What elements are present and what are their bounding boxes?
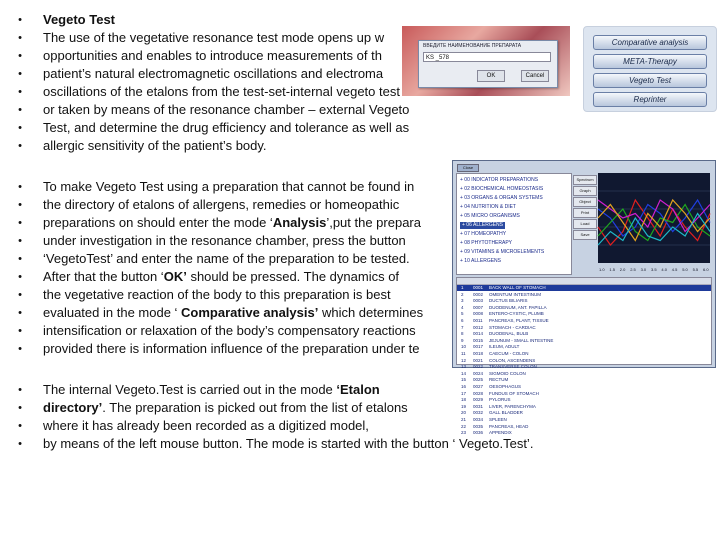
graph-tick-label: 3.0 — [640, 267, 647, 272]
table-cell: 21 — [461, 417, 467, 422]
bullet-icon: • — [18, 32, 22, 44]
table-cell: ILEUM, ADULT — [489, 344, 520, 350]
tree-item[interactable]: + 08 PHYTOTHERAPY — [460, 240, 513, 246]
ok-button[interactable]: OK — [477, 70, 505, 82]
table-cell: 0011 — [473, 318, 483, 323]
table-cell: DUODENAL, BULB — [489, 331, 529, 337]
table-row[interactable] — [457, 397, 711, 403]
table-cell: 6 — [461, 318, 464, 323]
table-cell: 12 — [461, 357, 467, 363]
table-row[interactable] — [457, 391, 711, 397]
table-cell: CAECUM - COLON — [489, 351, 529, 356]
table-cell: 10 — [461, 344, 467, 350]
bullet-text: allergic sensitivity of the patient’s body. — [43, 138, 267, 153]
bullet-text: the directory of etalons of allergens, remedies or homeopathic — [43, 197, 400, 212]
table-cell: 0017 — [473, 344, 484, 350]
side-button[interactable]: Save — [573, 230, 597, 240]
table-cell: 2 — [461, 291, 464, 297]
table-row[interactable] — [457, 351, 711, 357]
table-row[interactable] — [457, 344, 711, 350]
table-cell: 0022 — [473, 364, 484, 370]
graph-tick-label: 2.0 — [619, 267, 626, 272]
table-cell: PYLORUS — [489, 397, 511, 403]
bullet-icon: • — [18, 122, 22, 134]
bullet-icon: • — [18, 438, 22, 450]
table-cell: FUNDUS OF STOMACH — [489, 390, 539, 396]
table-cell: 0021 — [473, 357, 484, 363]
bullet-icon: • — [18, 325, 22, 337]
side-button[interactable]: Load — [573, 219, 597, 229]
table-cell: 13 — [461, 364, 467, 370]
table-header — [457, 278, 711, 285]
table-cell: 0001 — [473, 285, 484, 290]
table-cell: PANCREAS, HEAD — [489, 423, 529, 429]
table-row[interactable] — [457, 292, 711, 298]
tree-item[interactable]: + 05 MICRO ORGANISMS — [460, 213, 520, 219]
table-row[interactable] — [457, 417, 711, 423]
bullet-line — [14, 435, 714, 453]
side-buttons — [573, 173, 595, 273]
table-row[interactable] — [457, 384, 711, 390]
table-cell: 3 — [461, 298, 464, 304]
table-row[interactable] — [457, 364, 711, 370]
comparative-analysis-button[interactable]: Comparative analysis — [593, 35, 707, 50]
bullet-icon: • — [18, 271, 22, 283]
graph-tick-label: 5.0 — [682, 267, 688, 272]
table-cell: 0012 — [473, 324, 484, 330]
bullet-text: provided there is information influence of the preparation under te — [43, 341, 420, 356]
table-cell: PANCREAS, PLANT, TISSUE — [489, 318, 549, 323]
table-cell: APPENDIX — [489, 430, 512, 436]
table-row[interactable] — [457, 305, 711, 311]
bullet-icon: • — [18, 420, 22, 432]
bullet-text: preparations on should enter the mode ‘Analysis’,put the prepara — [43, 215, 421, 230]
table-cell: 15 — [461, 377, 467, 383]
table-row[interactable] — [457, 338, 711, 344]
table-row[interactable] — [457, 318, 711, 324]
graph-tick-label: 5.5 — [692, 267, 699, 272]
bullet-icon: • — [18, 289, 22, 301]
table-cell: 0008 — [473, 311, 484, 317]
table-cell: 0027 — [473, 384, 484, 389]
side-button[interactable]: Spectrum — [573, 175, 597, 185]
table-row[interactable] — [457, 404, 711, 410]
table-cell: 0015 — [473, 337, 484, 343]
table-cell: 0036 — [473, 430, 484, 436]
vegeto-test-button[interactable]: Vegeto Test — [593, 73, 707, 88]
etalon-table — [456, 277, 712, 436]
table-row[interactable] — [457, 358, 711, 364]
table-cell: STOMACH - CARDIAC — [489, 324, 536, 330]
bullet-text: under investigation in the resonance chamber, press the button — [43, 233, 406, 248]
bullet-icon: • — [18, 104, 22, 116]
bullet-icon: • — [18, 307, 22, 319]
table-cell: TRANSVERSE COLON — [489, 364, 537, 370]
table-cell: 11 — [461, 351, 466, 356]
bullet-icon: • — [18, 14, 22, 26]
side-button[interactable]: Graph — [573, 186, 597, 196]
bullet-text: patient’s natural electromagnetic oscillations and electroma — [43, 66, 384, 81]
table-row[interactable] — [457, 325, 711, 331]
table-cell: LIVER, PARENCHYMA — [489, 403, 536, 409]
bullet-text: by means of the left mouse button. The mode is started with the button ‘ Vegeto.Test’. — [43, 436, 534, 451]
table-cell: 0028 — [473, 390, 484, 396]
bullet-text: oscillations of the etalons from the test-set-internal vegeto test — [43, 84, 400, 99]
table-cell: 5 — [461, 311, 464, 317]
table-cell: 8 — [461, 331, 464, 337]
table-cell: 16 — [461, 384, 467, 389]
bullet-text: evaluated in the mode ‘ Comparative analysis’ which determines — [43, 305, 424, 320]
bullet-text: or taken by means of the resonance chamber – external Vegeto — [43, 102, 410, 117]
table-cell: 18 — [461, 397, 467, 403]
side-button[interactable]: Object — [573, 197, 597, 207]
bullet-line — [14, 119, 714, 137]
bullet-icon: • — [18, 50, 22, 62]
software-window — [452, 160, 716, 436]
table-cell: 0002 — [473, 291, 484, 297]
table-cell: 0014 — [473, 331, 484, 337]
table-cell: 0007 — [473, 304, 484, 310]
bullet-text: Vegeto Test — [43, 12, 116, 27]
dialog-caption: ВВЕДИТЕ НАИМЕНОВАНИЕ ПРЕПАРАТА — [423, 43, 522, 49]
etalon-tree — [456, 173, 572, 275]
table-cell: 0031 — [473, 403, 484, 409]
input-dialog — [418, 40, 558, 88]
table-cell: 0032 — [473, 410, 484, 416]
bullet-icon: • — [18, 68, 22, 80]
table-cell: RECTUM — [489, 377, 509, 383]
reprinter-button[interactable]: Reprinter — [593, 92, 707, 107]
table-cell: 1 — [461, 285, 464, 290]
bullet-icon: • — [18, 217, 22, 229]
graph-tick-label: 4.0 — [661, 267, 667, 272]
cancel-button[interactable]: Cancel — [521, 70, 549, 82]
tree-item[interactable]: + 06 ALLERGENS — [462, 222, 503, 228]
resonance-graph — [598, 173, 710, 273]
bullet-text: ‘VegetoTest’ and enter the name of the preparation to be tested. — [43, 251, 410, 266]
table-cell: DUODENUM, ANT. PAPILLA — [489, 304, 547, 310]
table-cell: 0034 — [473, 417, 484, 422]
table-cell: 9 — [461, 337, 464, 343]
graph-tick-label: 1.5 — [609, 267, 615, 272]
tree-item[interactable]: + 04 NUTRITION & DIET — [460, 204, 516, 210]
bullet-line — [14, 137, 714, 155]
side-button[interactable]: Print — [573, 208, 597, 218]
table-cell: 4 — [461, 304, 464, 310]
bullet-text: directory’. The preparation is picked out from the list of etalons — [43, 400, 408, 415]
table-cell: 19 — [461, 403, 467, 409]
table-row[interactable] — [457, 311, 711, 317]
close-button[interactable]: Close — [457, 164, 479, 172]
table-row[interactable] — [457, 285, 711, 291]
table-cell: OESOPHAGUS — [489, 384, 522, 389]
table-cell: 0025 — [473, 377, 484, 383]
graph-tick-label: 4.5 — [671, 267, 678, 272]
graph-tick-label: 1.0 — [599, 267, 605, 272]
bullet-icon: • — [18, 181, 22, 193]
table-row[interactable] — [457, 424, 711, 430]
table-cell: OMENTUM INTESTINUM — [489, 291, 541, 297]
table-cell: 0024 — [473, 370, 484, 376]
table-row[interactable] — [457, 331, 711, 337]
bullet-icon: • — [18, 86, 22, 98]
table-cell: BACK WALL OF STOMACH — [489, 285, 546, 290]
bullet-icon: • — [18, 199, 22, 211]
table-cell: 7 — [461, 324, 464, 330]
bullet-icon: • — [18, 253, 22, 265]
bullet-text: To make Vegeto Test using a preparation that cannot be found in — [43, 179, 415, 194]
meta-therapy-button[interactable]: META-Therapy — [593, 54, 707, 69]
bullet-text: The use of the vegetative resonance test mode opens up w — [43, 30, 385, 45]
bullet-text: intensification or relaxation of the body’s compensatory reactions — [43, 323, 416, 338]
table-cell: 20 — [461, 410, 467, 416]
table-cell: 0003 — [473, 298, 484, 304]
table-row[interactable] — [457, 430, 711, 436]
table-cell: 0018 — [473, 351, 484, 356]
table-row[interactable] — [457, 410, 711, 416]
table-cell: ENTERO-CYSTIC, PLUMB — [489, 311, 544, 317]
table-cell: COLON, ASCENDENS — [489, 357, 536, 363]
graph-tick-label: 6.0 — [703, 267, 709, 272]
bullet-icon: • — [18, 402, 22, 414]
tree-item[interactable]: + 09 VITAMINS & MICROELEMENTS — [460, 249, 545, 255]
table-cell: JEJUNUM - SMALL INTESTINE — [489, 337, 554, 343]
graph-tick-label: 2.5 — [630, 267, 636, 272]
tree-item[interactable]: + 10 ALLERGENS — [460, 258, 501, 264]
bullet-text: opportunities and enables to introduce measurements of th — [43, 48, 382, 63]
graph-tick-label: 3.5 — [651, 267, 657, 272]
table-row[interactable] — [457, 371, 711, 377]
bullet-icon: • — [18, 235, 22, 247]
bullet-icon: • — [18, 384, 22, 396]
bullet-text: The internal Vegeto.Test is carried out in the mode ‘Etalon — [43, 382, 380, 397]
table-cell: SIGMOID COLON — [489, 370, 526, 376]
preparation-name-field[interactable]: KS _578 — [423, 52, 551, 62]
tree-item[interactable]: + 00 INDICATOR PREPARATIONS — [460, 177, 539, 183]
table-cell: 23 — [461, 430, 467, 436]
table-cell: DUCTUS BILIARIS — [489, 298, 528, 304]
table-row[interactable] — [457, 298, 711, 304]
table-cell: GALL BLADDER — [489, 410, 523, 416]
table-cell: 0035 — [473, 423, 484, 429]
bullet-text: the vegetative reaction of the body to this preparation is best — [43, 287, 391, 302]
table-cell: 0029 — [473, 397, 484, 403]
table-cell: 14 — [461, 370, 467, 376]
bullet-text: Test, and determine the drug efficiency and tolerance as well as — [43, 120, 410, 135]
mode-button-panel — [583, 26, 717, 112]
table-row[interactable] — [457, 377, 711, 383]
table-cell: 17 — [461, 390, 467, 396]
bullet-text: After that the button ‘OK’ should be pressed. The dynamics of — [43, 269, 400, 284]
table-cell: 22 — [461, 423, 467, 429]
tree-item[interactable]: + 02 BIOCHEMICAL HOMEOSTASIS — [460, 186, 544, 192]
bullet-icon: • — [18, 343, 22, 355]
tree-item[interactable]: + 03 ORGANS & ORGAN SYSTEMS — [460, 195, 543, 201]
tree-item[interactable]: + 07 HOMEOPATHY — [460, 231, 507, 237]
bullet-icon: • — [18, 140, 22, 152]
bullet-text: where it has already been recorded as a digitized model, — [43, 418, 369, 433]
table-cell: SPLEEN — [489, 417, 507, 422]
